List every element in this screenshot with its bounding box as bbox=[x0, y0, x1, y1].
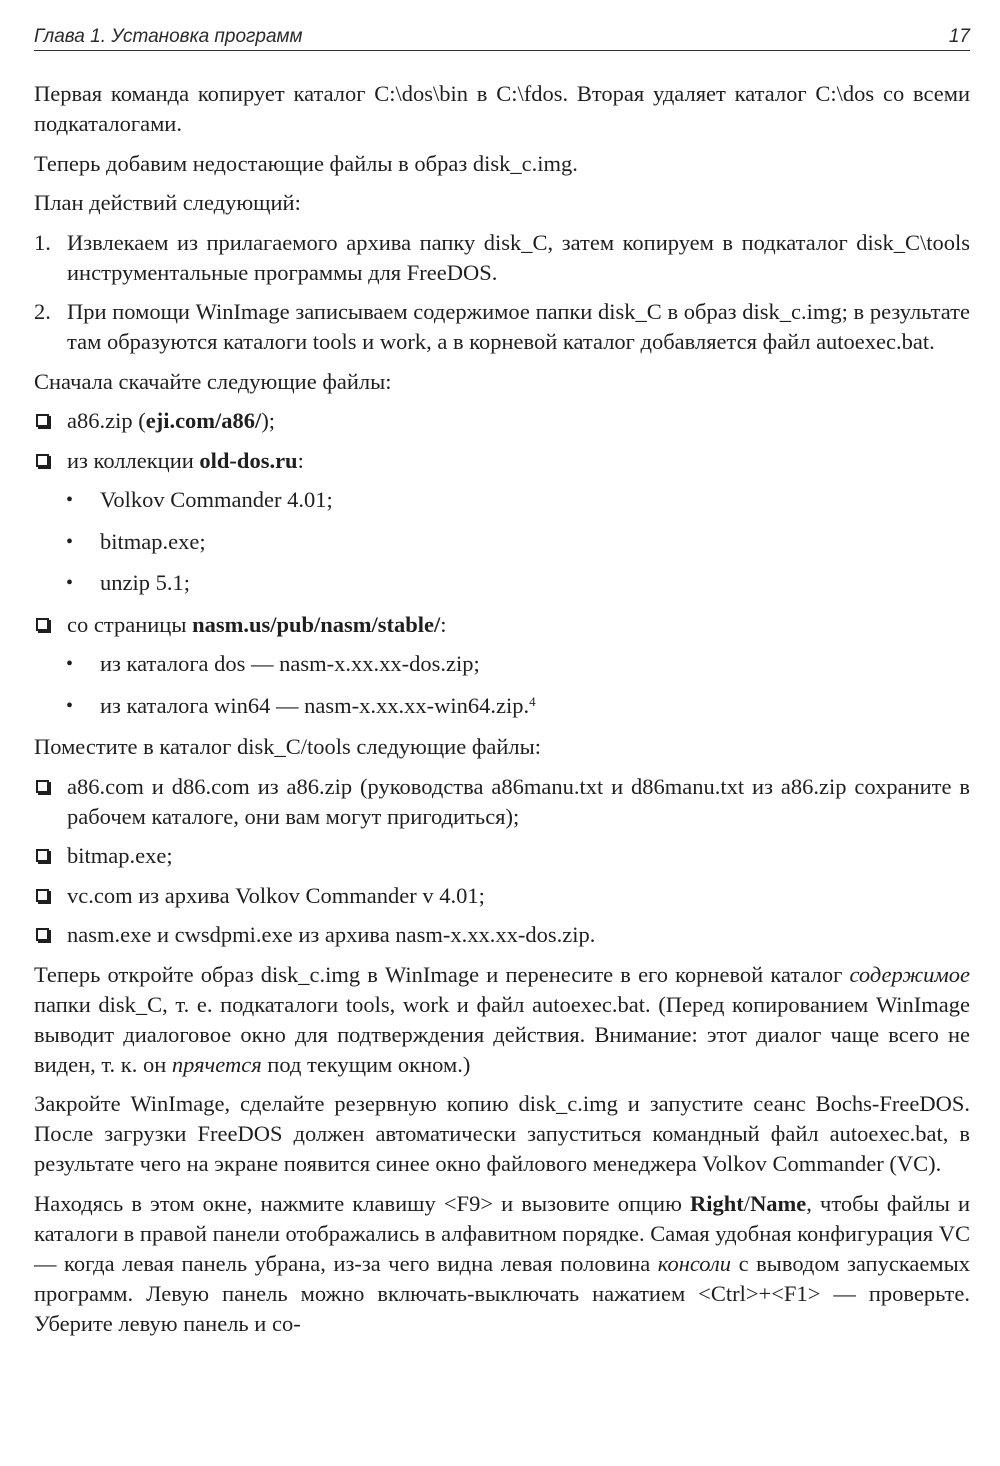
checkbox-bullet-icon bbox=[34, 920, 67, 950]
checkbox-bullet-icon bbox=[34, 610, 67, 640]
paragraph: Находясь в этом окне, нажмите клавишу <F9> и вызовите опцию Right/Name, чтобы файлы и каталоги в правой панели отображались в алфавитном порядке. Самая удобная конфигурация VC — когда левая панель убрана, из-за чего видна левая половина консоли с выводом запускаемых программ. Левую панель можно включать-выключать нажатием <Ctrl>+<F1> — проверьте. Уберите левую панель и со- bbox=[34, 1190, 970, 1336]
item-text: Извлекаем из прилагаемого архива папку disk_C, затем копируем в подкаталог disk_C\tools инструментальные программы для FreeDOS. bbox=[67, 229, 970, 285]
paragraph: Закройте WinImage, сделайте резервную копию disk_c.img и запустите сеанс Bochs-FreeDOS. После загрузки FreeDOS должен автоматически запуститься командный файл autoexec.bat, в результате чего на экране появится синее окно файлового менеджера Volkov Commander (VC). bbox=[34, 1091, 970, 1176]
checkbox-item bbox=[34, 772, 970, 832]
bullet-item bbox=[66, 649, 970, 679]
numbered-item bbox=[34, 297, 970, 357]
running-header bbox=[34, 22, 970, 51]
paragraph: Поместите в каталог disk_C/tools следующие файлы: bbox=[34, 734, 542, 759]
item-text: bitmap.exe; bbox=[100, 528, 206, 554]
bullet-dot-icon: • bbox=[66, 694, 74, 717]
bullet-item bbox=[66, 691, 970, 721]
item-text: a86.com и d86.com из a86.zip (руководства a86manu.txt и d86manu.txt из a86.zip сохраните в рабочем каталоге, они вам могут пригодиться); bbox=[67, 773, 970, 829]
bullet-dot-icon: • bbox=[66, 653, 74, 675]
footnote-marker: 4 bbox=[529, 693, 536, 709]
checkbox-bullet-icon bbox=[34, 841, 67, 871]
item-text: со страницы nasm.us/pub/nasm/stable/: bbox=[67, 611, 447, 637]
bullet-item bbox=[66, 485, 970, 515]
document-page bbox=[34, 22, 970, 1348]
item-text: bitmap.exe; bbox=[67, 843, 173, 868]
page-body bbox=[34, 79, 970, 1339]
item-text: из каталога dos — nasm-x.xx.xx-dos.zip; bbox=[100, 651, 480, 676]
chapter-title: Глава 1. Установка программ bbox=[34, 26, 303, 47]
checkbox-bullet-icon bbox=[34, 881, 67, 911]
item-text: При помощи WinImage записываем содержимое папки disk_C в образ disk_c.img; в результате там образуются каталоги tools и work, а в корневой каталог добавляется файл autoexec.bat. bbox=[67, 299, 970, 354]
checkbox-item bbox=[34, 610, 970, 640]
item-text: unzip 5.1; bbox=[100, 570, 190, 595]
item-number: 2. bbox=[34, 299, 51, 324]
numbered-item bbox=[34, 228, 970, 288]
item-text: nasm.exe и cwsdpmi.exe из архива nasm-x.xx.xx-dos.zip. bbox=[67, 922, 596, 947]
bullet-item bbox=[66, 568, 970, 598]
item-text: a86.zip (eji.com/a86/); bbox=[67, 408, 276, 433]
paragraph: Первая команда копирует каталог C:\dos\bin в C:\fdos. Вторая удаляет каталог C:\dos со всеми подкаталогами. bbox=[34, 81, 970, 136]
page-number: 17 bbox=[948, 26, 970, 47]
checkbox-bullet-icon bbox=[34, 406, 67, 436]
item-text: из коллекции old-dos.ru: bbox=[67, 447, 304, 473]
item-text: из каталога win64 — nasm-x.xx.xx-win64.zip.$^4$ bbox=[100, 692, 536, 718]
paragraph: План действий следующий: bbox=[34, 190, 301, 215]
checkbox-item bbox=[34, 446, 970, 476]
checkbox-item bbox=[34, 406, 970, 436]
checkbox-bullet-icon bbox=[34, 772, 67, 832]
bullet-item bbox=[66, 527, 970, 557]
bullet-dot-icon: • bbox=[66, 572, 74, 594]
item-number: 1. bbox=[34, 229, 51, 255]
paragraph: Теперь добавим недостающие файлы в образ disk_c.img. bbox=[34, 150, 578, 176]
item-text: vc.com из архива Volkov Commander v 4.01; bbox=[67, 882, 485, 908]
checkbox-item bbox=[34, 881, 970, 911]
item-text: Volkov Commander 4.01; bbox=[100, 487, 333, 512]
checkbox-item bbox=[34, 841, 970, 871]
paragraph: Сначала скачайте следующие файлы: bbox=[34, 368, 392, 394]
paragraph: Теперь откройте образ disk_c.img в WinImage и перенесите в его корневой каталог содержимое папки disk_C, т. е. подкаталоги tools, work и файл autoexec.bat. (Перед копированием WinImage выводит диалоговое окно для подтверждения действия. Внимание: этот диалог чаще всего не виден, т. к. он прячется под текущим окном.) bbox=[34, 961, 970, 1077]
checkbox-item bbox=[34, 920, 970, 950]
bullet-dot-icon: • bbox=[66, 530, 74, 553]
bullet-dot-icon: • bbox=[66, 489, 74, 511]
checkbox-bullet-icon bbox=[34, 446, 67, 476]
